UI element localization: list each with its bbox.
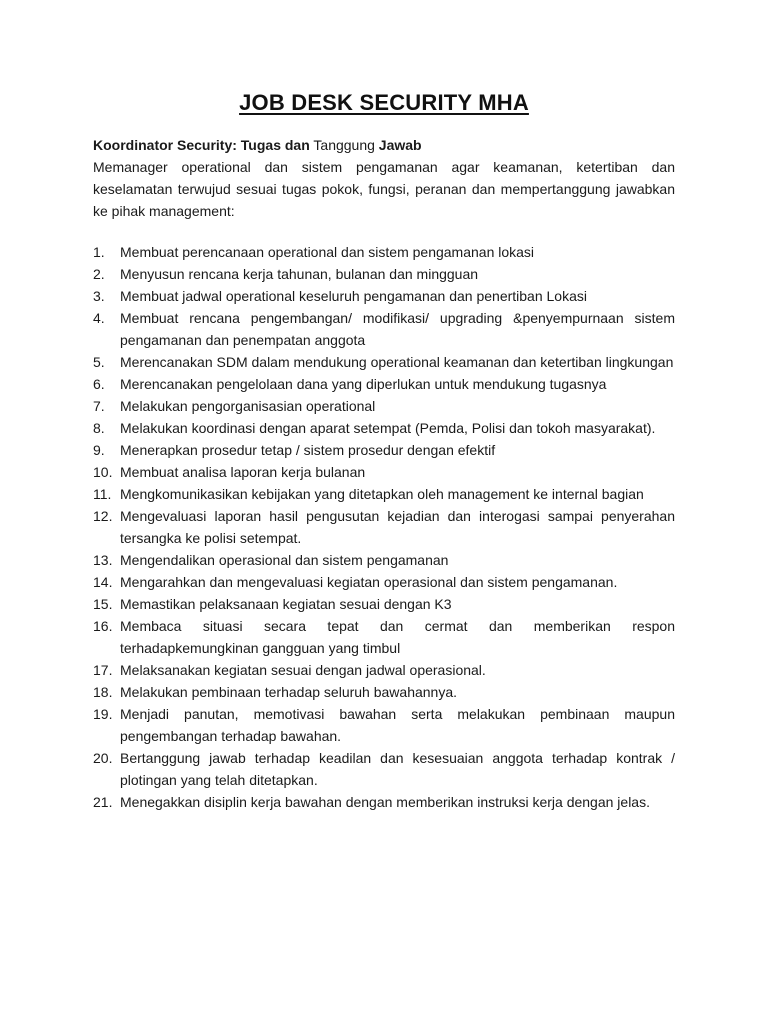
- task-number: 8.: [93, 420, 105, 436]
- task-number: 17.: [93, 662, 113, 678]
- task-number: 15.: [93, 596, 113, 612]
- task-text: Melakukan pengorganisasian operational: [120, 398, 376, 414]
- task-text: Membaca situasi secara tepat dan cermat dan memberikan respon terhadapkemungkinan gangguan yang timbul: [120, 618, 675, 656]
- document-title: JOB DESK SECURITY MHA: [239, 90, 529, 115]
- task-text: Memastikan pelaksanaan kegiatan sesuai dengan K3: [120, 596, 452, 612]
- task-text: Merencanakan pengelolaan dana yang diperlukan untuk mendukung tugasnya: [120, 376, 607, 392]
- task-item: [93, 395, 675, 417]
- task-number: 2.: [93, 266, 105, 282]
- task-item: [93, 747, 675, 791]
- task-item: [93, 549, 675, 571]
- task-text: Melakukan koordinasi dengan aparat setempat (Pemda, Polisi dan tokoh masyarakat).: [120, 420, 656, 436]
- task-text: Membuat analisa laporan kerja bulanan: [120, 464, 366, 480]
- task-number: 3.: [93, 288, 105, 304]
- task-item: [93, 681, 675, 703]
- task-list: [93, 241, 675, 813]
- task-item: [93, 263, 675, 285]
- document-page: [93, 88, 675, 813]
- task-text: Melakukan pembinaan terhadap seluruh bawahannya.: [120, 684, 458, 700]
- task-number: 5.: [93, 354, 105, 370]
- task-item: [93, 439, 675, 461]
- task-item: [93, 241, 675, 263]
- task-text: Membuat perencanaan operational dan sistem pengamanan lokasi: [120, 244, 535, 260]
- section-heading-bold-end: Jawab: [378, 137, 422, 153]
- task-item: [93, 461, 675, 483]
- task-text: Mengendalikan operasional dan sistem pengamanan: [120, 552, 449, 568]
- task-number: 21.: [93, 794, 113, 810]
- task-item: [93, 483, 675, 505]
- task-number: 10.: [93, 464, 113, 480]
- task-number: 9.: [93, 442, 105, 458]
- task-text: Menegakkan disiplin kerja bawahan dengan memberikan instruksi kerja dengan jelas.: [120, 794, 650, 810]
- task-item: [93, 417, 675, 439]
- task-number: 14.: [93, 574, 113, 590]
- task-item: [93, 285, 675, 307]
- task-number: 6.: [93, 376, 105, 392]
- task-number: 12.: [93, 508, 113, 524]
- task-item: [93, 571, 675, 593]
- task-item: [93, 615, 675, 659]
- task-number: 1.: [93, 244, 105, 260]
- task-item: [93, 791, 675, 813]
- task-item: [93, 307, 675, 351]
- intro-paragraph: Memanager operational dan sistem pengamanan agar keamanan, ketertiban dan keselamatan terwujud sesuai tugas pokok, fungsi, peranan dan mempertanggung jawabkan ke pihak management:: [93, 159, 675, 219]
- task-item: [93, 351, 675, 373]
- task-number: 19.: [93, 706, 113, 722]
- task-item: [93, 505, 675, 549]
- task-text: Menerapkan prosedur tetap / sistem prosedur dengan efektif: [120, 442, 496, 458]
- task-number: 7.: [93, 398, 105, 414]
- task-text: Mengkomunikasikan kebijakan yang ditetapkan oleh management ke internal bagian: [120, 486, 644, 502]
- task-number: 4.: [93, 310, 105, 326]
- task-text: Membuat rencana pengembangan/ modifikasi/ upgrading &penyempurnaan sistem pengamanan dan penempatan anggota: [120, 310, 675, 348]
- task-text: Menyusun rencana kerja tahunan, bulanan dan mingguan: [120, 266, 479, 282]
- task-text: Mengevaluasi laporan hasil pengusutan kejadian dan interogasi sampai penyerahan tersangka ke polisi setempat.: [120, 508, 675, 546]
- task-item: [93, 703, 675, 747]
- task-number: 13.: [93, 552, 113, 568]
- task-text: Menjadi panutan, memotivasi bawahan serta melakukan pembinaan maupun pengembangan terhadap bawahan.: [120, 706, 675, 744]
- task-text: Bertanggung jawab terhadap keadilan dan kesesuaian anggota terhadap kontrak / plotingan yang telah ditetapkan.: [120, 750, 675, 788]
- task-number: 16.: [93, 618, 113, 634]
- section-heading: [93, 135, 675, 156]
- task-item: [93, 593, 675, 615]
- task-text: Membuat jadwal operational keseluruh pengamanan dan penertiban Lokasi: [120, 288, 587, 304]
- section-heading-regular-part: Tanggung: [309, 137, 379, 153]
- task-text: Melaksanakan kegiatan sesuai dengan jadwal operasional.: [120, 662, 486, 678]
- task-number: 18.: [93, 684, 113, 700]
- task-text: Mengarahkan dan mengevaluasi kegiatan operasional dan sistem pengamanan.: [120, 574, 618, 590]
- task-number: 11.: [93, 486, 112, 502]
- section-heading-bold-part: Koordinator Security: Tugas dan: [93, 137, 310, 153]
- task-item: [93, 659, 675, 681]
- task-text: Merencanakan SDM dalam mendukung operational keamanan dan ketertiban lingkungan: [120, 354, 674, 370]
- task-number: 20.: [93, 750, 113, 766]
- task-item: [93, 373, 675, 395]
